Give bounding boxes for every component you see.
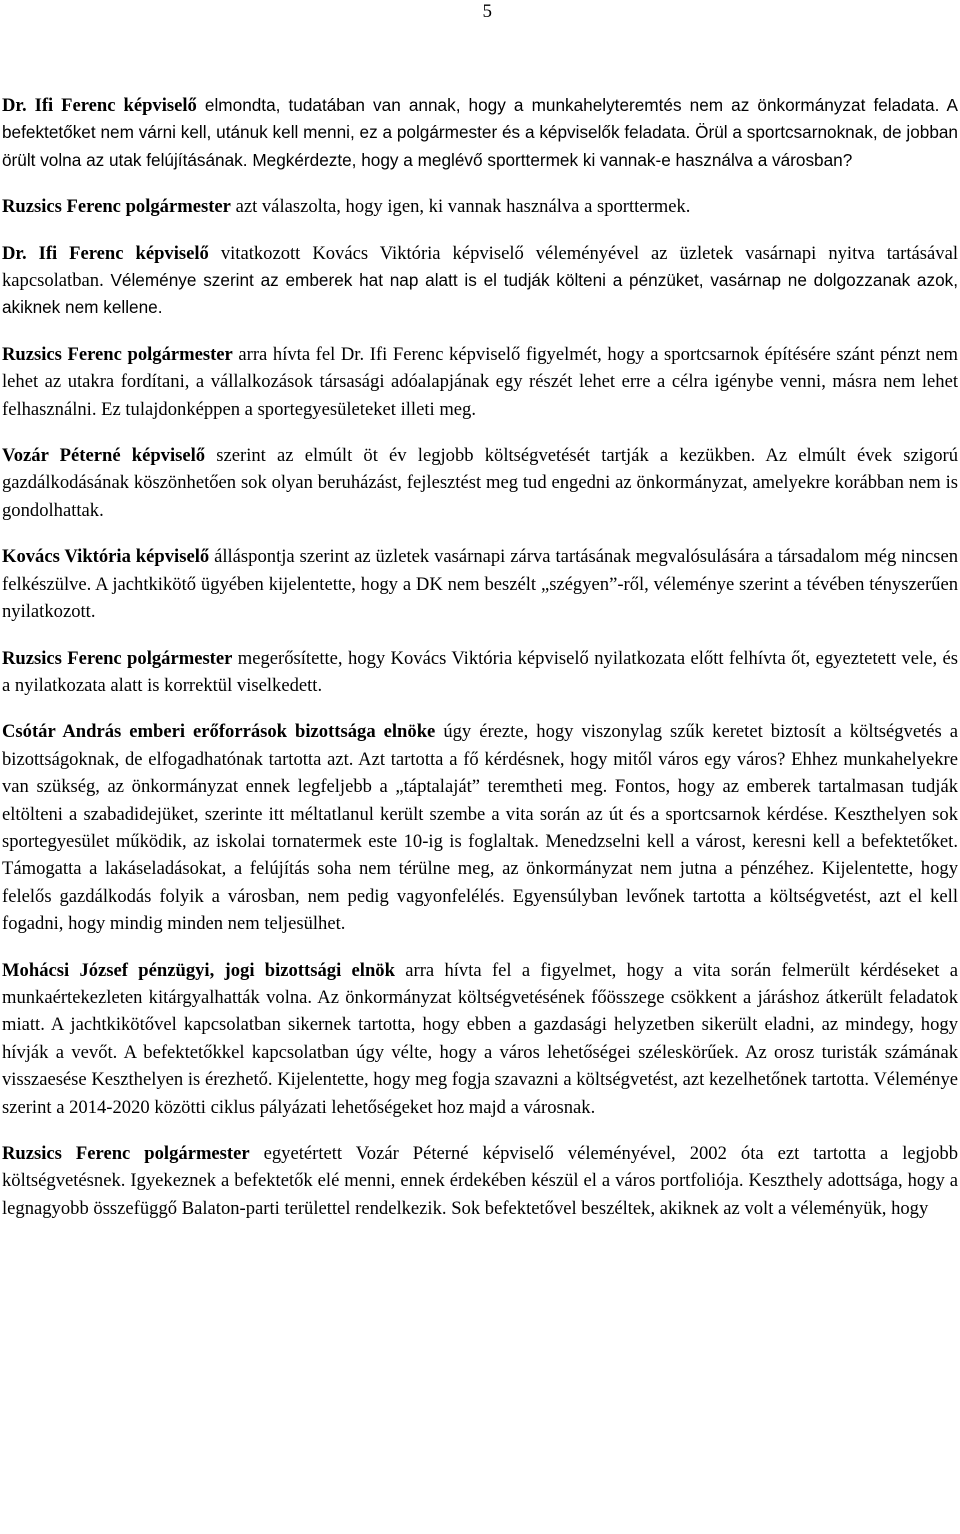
paragraph-text: úgy érezte, hogy viszonylag szűk keretet biztosít a költségvetés a bizottságoknak, de elfogadhatónak tartotta azt. Azt tartotta a fő kérdésnek, hogy mitől város egy város? Ehhez munkahelyekre van szükség, az önkormányzat ennek legfeljebb a „táptalaját” teremtheti meg. Fontos, hogy az emberek tartalmasan tudják eltölteni a szabadidejüket, szerinte itt méltatlanul került szembe a vita során az út és a sportcsarnok kérdése. Keszthelyen sok sportegyesület működik, az iskolai tornatermek este 10-ig is foglaltak. Menedzselni kell a várost, keresni kell a befektetőket. Támogatta a lakáseladásokat, a felújítás soha nem térülne meg, az önkormányzat nem jutna a pénzéhez. Kijelentette, hogy felelős gazdálkodás folyik a városban, nem pedig vagyonfelélés. Egyensúlyban levőnek tartotta a költségvetést, azt el kell fogadni, hogy mindig minden nem teljesülhet. [2, 721, 959, 935]
page-number: 5 [482, 1, 492, 22]
paragraph-csotar [2, 718, 958, 937]
paragraph-text: egyetértett Vozár Péterné képviselő véleményével, 2002 óta ezt tartotta a legjobb költségvetésnek. Igyekeznek a befektetők elé menni, ennek érdekében készül el a város portfoliója. Keszthely adottsága, hogy a legnagyobb összefüggő Balaton-parti területtel rendelkezik. Sok befektetővel beszéltek, akiknek az volt a véleményük, hogy [2, 1143, 958, 1219]
paragraph-text: szerint az elmúlt öt év legjobb költségvetését tartják a kezükben. Az elmúlt évek szigorú gazdálkodásának köszönhetően sok olyan beruházást, fejlesztést meg tud engedni az önkormányzat, amelyekre korábban nem is gondolhattak. [2, 445, 958, 521]
paragraph-text: vitatkozott Kovács Viktória képviselő véleményével az üzletek vasárnapi nyitva tartásával kapcsolatban. [2, 242, 958, 292]
speaker-name: Vozár Péterné képviselő [2, 445, 206, 467]
paragraph-ruzsics-4 [2, 1140, 958, 1222]
speaker-name: Ruzsics Ferenc polgármester [2, 343, 233, 365]
document-body [2, 92, 958, 1241]
paragraph-ifi-1 [2, 92, 958, 174]
speaker-name: Mohácsi József pénzügyi, jogi bizottsági elnök [2, 959, 395, 981]
paragraph-ruzsics-3 [2, 645, 958, 700]
speaker-name: Ruzsics Ferenc polgármester [2, 1143, 250, 1164]
speaker-name: Dr. Ifi Ferenc képviselő [2, 95, 197, 116]
paragraph-text: arra hívta fel a figyelmet, hogy a vita során felmerült kérdéseket a munkaértekezleten kitárgyalhatták volna. Az önkormányzat költségvetésének főösszege csökkent a járáshoz átkerült feladatok miatt. A jachtkikötővel kapcsolatban sikernek tartotta, hogy ebben a gazdasági helyzetben sikerült eladni, az mindegy, hogy hívják a vevőt. A befektetőkkel kapcsolatban úgy vélte, hogy a város lehetőségei széleskörűek. Az orosz turisták számának visszaesése Keszthelyen is érezhető. Kijelentette, hogy meg fogja szavazni a költségvetést, azt kezelhetőnek tartotta. Véleménye szerint a 2014-2020 közötti ciklus pályázati lehetőségeket hoz majd a városnak. [2, 959, 958, 1118]
speaker-name: Kovács Viktória képviselő [2, 546, 210, 568]
paragraph-mohacsi [2, 957, 958, 1121]
paragraph-text: arra hívta fel Dr. Ifi Ferenc képviselő figyelmét, hogy a sportcsarnok építésére szánt pénzt nem lehet az utakra fordítani, a vállalkozások társasági adóalapjának egy részét lehet erre a célra igénybe venni, másra nem lehet felhasználni. Ez tulajdonképpen a sportegyesületeket illeti meg. [2, 343, 958, 420]
paragraph-text: azt válaszolta, hogy igen, ki vannak használva a sporttermek. [230, 196, 691, 218]
paragraph-text-continued: Véleménye szerint az emberek hat nap alatt is el tudják költeni a pénzüket, vasárnap ne dolgozzanak azok, akiknek nem kellene. [2, 270, 958, 318]
speaker-name: Ruzsics Ferenc polgármester [2, 196, 231, 218]
paragraph-ifi-2 [2, 240, 958, 322]
paragraph-ruzsics-1 [2, 193, 958, 220]
paragraph-ruzsics-2 [2, 341, 958, 423]
paragraph-text: álláspontja szerint az üzletek vasárnapi zárva tartásának megvalósulására a társadalom még nincsen felkészülve. A jachtkikötő ügyében kijelentette, hogy a DK nem beszélt „szégyen”-ről, véleménye szerint a tévében tényszerűen nyilatkozott. [2, 546, 959, 623]
speaker-name: Csótár András emberi erőforrások bizottsága elnöke [2, 721, 436, 743]
speaker-name: Ruzsics Ferenc polgármester [2, 647, 233, 669]
speaker-name: Dr. Ifi Ferenc képviselő [2, 242, 209, 264]
paragraph-vozar [2, 442, 958, 524]
paragraph-text: elmondta, tudatában van annak, hogy a munkahelyteremtés nem az önkormányzat feladata. A befektetőket nem várni kell, utánuk kell menni, ez a polgármester és a képviselők feladata. Örül a sportcsarnoknak, de jobban örült volna az utak felújításának. Megkérdezte, hogy a meglévő sporttermek ki vannak-e használva a városban? [2, 95, 958, 170]
paragraph-text: megerősítette, hogy Kovács Viktória képviselő nyilatkozata előtt felhívta őt, egyeztetett vele, és a nyilatkozata alatt is korrektül viselkedett. [2, 647, 958, 696]
paragraph-kovacs [2, 543, 958, 625]
